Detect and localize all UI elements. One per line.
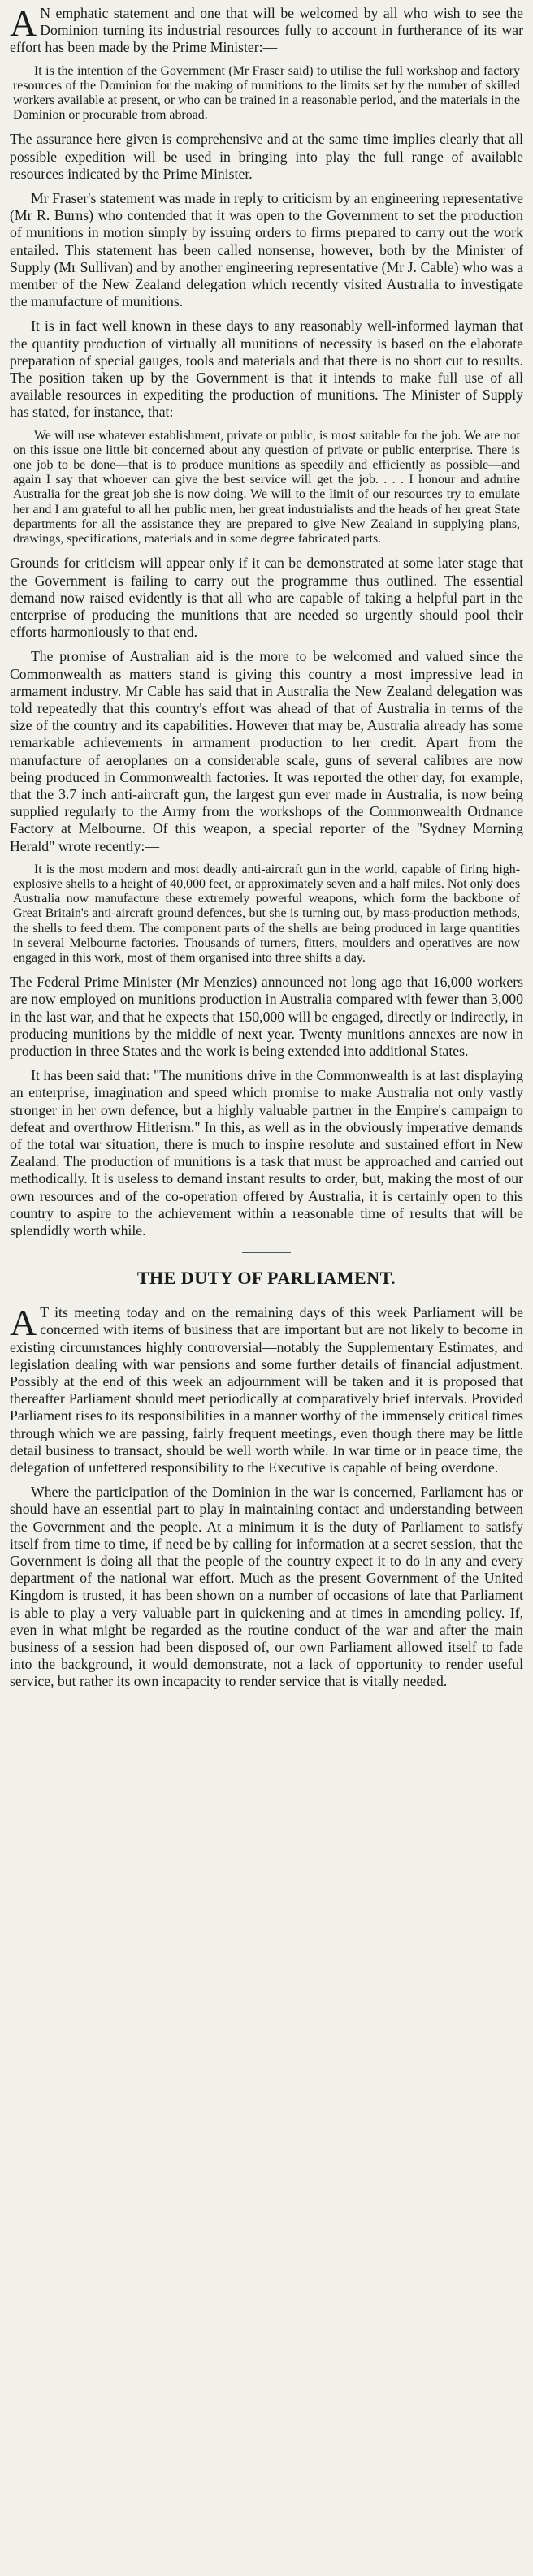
article-paragraph: It has been said that: "The munitions drive in the Commonwealth is at last displaying an enterprise, imagination and speed which promise to make Australia not only vastly stronger in her own defence, but a highly valuable partner in the Empire's campaign to defeat and overthrow Hitlerism." In this, as well as in the obviously imperative demands of the total war situation, there is much to inspire resolute and sustained effort in New Zealand. The production of munitions is a task that must be approached and carried out methodically. It is useless to demand instant results to order, but, making the most of our own resources and of the co-operation offered by Australia, it is certainly open to this country to aspire to the achievement within a reasonable time of results that will be splendidly worth while.: [10, 1067, 523, 1239]
article-paragraph: The Federal Prime Minister (Mr Menzies) announced not long ago that 16,000 workers are now employed on munitions production in Australia compared with fewer than 3,000 in the last war, and that he expects that 150,000 will be engaged, directly or indirectly, in producing munitions by the middle of next year. Twenty munitions annexes are now in production in three States and the work is being extended into additional States.: [10, 974, 523, 1059]
quotation-text: It is the intention of the Government (Mr Fraser said) to utilise the full workshop and factory resources of the Dominion for the making of munitions to the limits set by the number of skilled workers available at present, or who can be trained in a reasonable period, and the materials in the Dominion or procurable from abroad.: [13, 63, 520, 123]
article-heading: THE DUTY OF PARLIAMENT.: [136, 1268, 396, 1289]
quotation: [10, 862, 523, 966]
quotation-text: We will use whatever establishment, private or public, is most suitable for the job. We are not on this issue one little bit concerned about any question of private or public enterprise. There is one job to be done—that is to produce munitions as speedily and efficiently as possible—and again I say that whoever can give the best service will get the job. . . . I honour and admire Australia for the great job she is now doing. We will to the limit of our resources try to emulate her and I am grateful to all her public men, her great industrialists and the heads of her great State departments for all the assistance they are prepared to give New Zealand in supplying plans, drawings, specifications, materials and in some degree fabricated parts.: [13, 428, 520, 547]
article-paragraph: Mr Fraser's statement was made in reply to criticism by an engineering representative (Mr R. Burns) who contended that it was open to the Government to set the production of munitions in motion simply by issuing orders to firms prepared to carry out the work entailed. This statement has been called nonsense, however, both by the Minister of Supply (Mr Sullivan) and by another engineering representative (Mr J. Cable) who was a member of the New Zealand delegation which recently visited Australia to investigate the manufacture of munitions.: [10, 190, 523, 310]
article-paragraph: Where the participation of the Dominion in the war is concerned, Parliament has or should have an essential part to play in maintaining contact and understanding between the Government and the people. At a minimum it is the duty of Parliament to satisfy itself from time to time, if need be by calling for information at a secret session, that the Government is doing all that the people of the country expect it to do in any and every department of the national war effort. Much as the present Government of the United Kingdom is trusted, it has been shown on a number of occasions of late that Parliament is able to play a very valuable part in quickening and at times in amending policy. If, even in what might be regarded as the routine conduct of the war and after the main business of a session had been disposed of, our own Parliament allowed itself to fade into the background, it would demonstrate, not a lack of opportunity to render useful service, but rather its own incapacity to render service that is vitally needed.: [10, 1484, 523, 1690]
quotation: [10, 64, 523, 123]
quotation-text: It is the most modern and most deadly anti-aircraft gun in the world, capable of firing high-explosive shells to a height of 40,000 feet, or approximately seven and a half miles. Not only does Australia now manufacture these extremely powerful weapons, which form the backbone of Great Britain's anti-aircraft ground defences, but she is turning out, by mass-production methods, the shells to feed them. The component parts of the shells are being produced in large quantities in several Melbourne factories. Thousands of turners, fitters, moulders and operatives are now engaged in this work, most of them organised into three shifts a day.: [13, 862, 521, 965]
quotation: [10, 429, 523, 547]
article-paragraph: AT its meeting today and on the remaining days of this week Parliament will be concerned with items of business that are important but are not likely to become in existing circumstances highly controversial—notably the Supplementary Estimates, and legislation dealing with war pensions and some further details of financial adjustment. Possibly at the end of this week an adjournment will be taken and it is proposed that thereafter Parliament should meet periodically at comparatively brief intervals. Provided Parliament rises to its responsibilities in a manner worthy of the immensely critical times through which we are passing, fairly frequent meetings, even though there may be little detail business to transact, should be well worth while. In war time or in peace time, the delegation of unfettered responsibility to the Executive is capable of being overdone.: [10, 1302, 523, 1476]
editorial-duty-of-parliament: [10, 1268, 523, 1690]
section-divider: [242, 1252, 291, 1253]
article-paragraph: The assurance here given is comprehensive and at the same time implies clearly that all possible expedition will be used in bringing into play the full range of available resources indicated by the Prime Minister.: [10, 131, 523, 182]
article-paragraph: The promise of Australian aid is the more to be welcomed and valued since the Commonwealth as matters stand is giving this country a most impressive lead in armament industry. Mr Cable has said that in Australia the New Zealand delegation was told repeatedly that this country's effort was ahead of that of Australia in terms of the size of the country and its capabilities. However that may be, Australia already has some remarkable achievements in armament production to her credit. Apart from the manufacture of aeroplanes on a considerable scale, guns of several calibres are now being produced in Commonwealth factories. It was reported the other day, for example, that the 3.7 inch anti-aircraft gun, the largest gun ever made in Australia, is now being supplied regularly to the Army from the workshops of the Commonwealth Ordnance Factory at Melbourne. Of this weapon, a special reporter of the "Sydney Morning Herald" wrote recently:—: [10, 648, 523, 854]
editorial-munitions: [10, 2, 523, 1239]
article-paragraph: Grounds for criticism will appear only if it can be demonstrated at some later stage that the Government is failing to carry out the programme thus outlined. The essential demand now raised evidently is that all who are capable of taking a helpful part in the enterprise of producing the munitions that are needed so urgently should pool their efforts harmoniously to that end.: [10, 555, 523, 641]
article-paragraph: AN emphatic statement and one that will be welcomed by all who wish to see the Dominion turning its industrial resources fully to account in furtherance of its war effort has been made by the Prime Minister:—: [10, 2, 523, 56]
article-paragraph: It is in fact well known in these days to any reasonably well-informed layman that the quantity production of virtually all munitions of necessity is based on the elaborate preparation of special gauges, tools and materials and that there is no short cut to results. The position taken up by the Government is that it intends to make full use of all available resources in expediting the production of munitions. The Minister of Supply has stated, for instance, that:—: [10, 318, 523, 421]
